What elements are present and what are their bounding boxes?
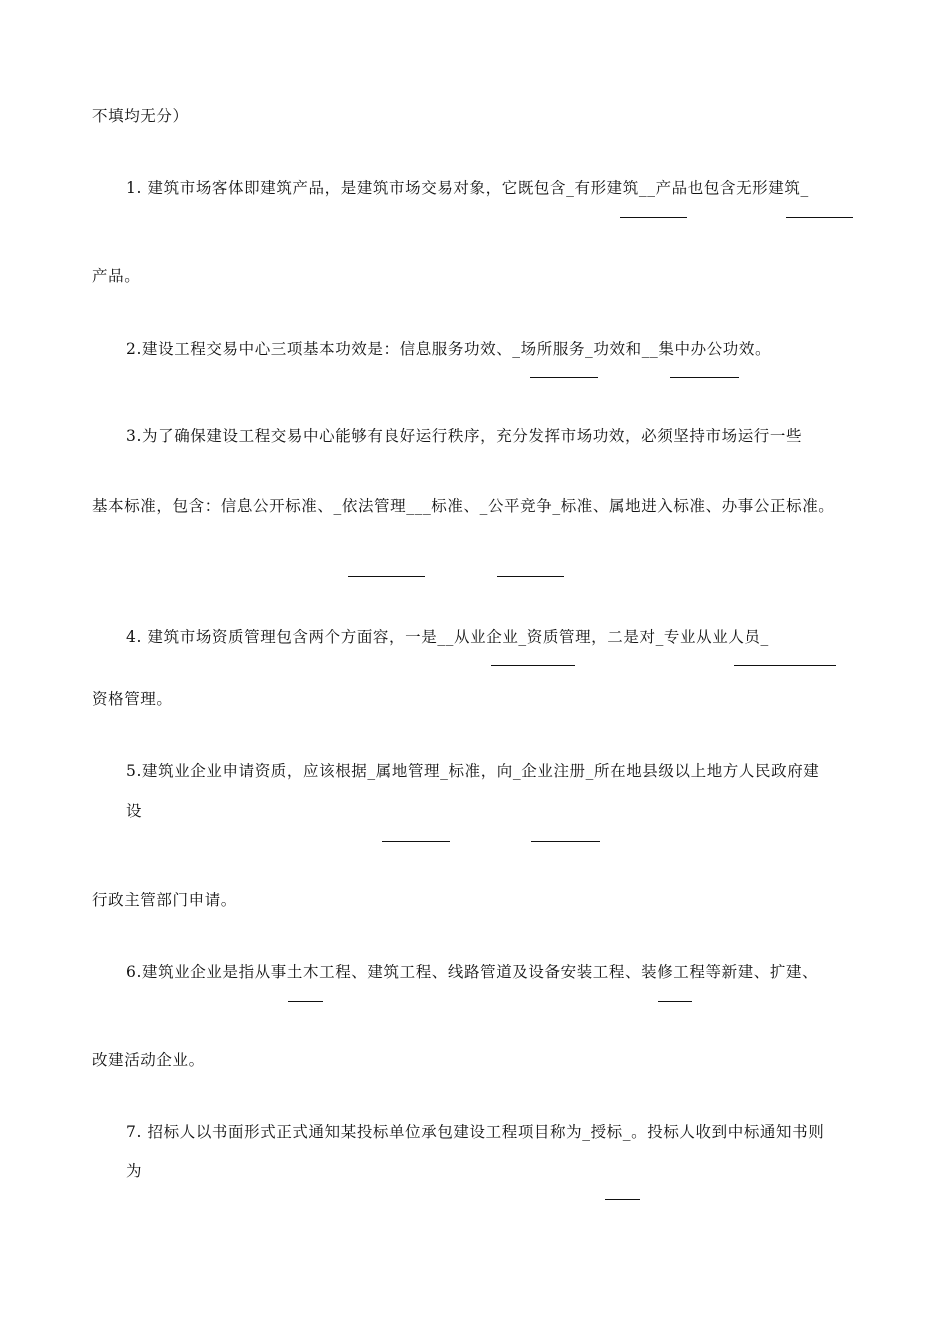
answer-blank [288, 1001, 323, 1002]
question-3-line-2: 基本标准，包含：信息公开标准、_依法管理___标准、_公平竞争_标准、属地进入标准、办事公正标准。 [92, 497, 835, 515]
question-3-line-1: 3.为了确保建设工程交易中心能够有良好运行秩序，充分发挥市场功效，必须坚持市场运行一些 [126, 427, 803, 445]
answer-blank [530, 377, 598, 378]
question-7-line-1: 7. 招标人以书面形式正式通知某投标单位承包建设工程项目称为_授标_。投标人收到中标通知书则 [126, 1123, 825, 1141]
answer-blank [734, 665, 836, 666]
answer-blank [658, 1001, 692, 1002]
answer-blank [620, 217, 687, 218]
answer-blank [497, 576, 564, 577]
answer-blank [531, 841, 600, 842]
answer-blank [348, 576, 425, 577]
answer-blank [786, 217, 853, 218]
question-1-line-1: 1. 建筑市场客体即建筑产品，是建筑市场交易对象，它既包含_有形建筑__产品也包含无形建筑_ [126, 179, 809, 197]
answer-blank [670, 377, 739, 378]
question-4-line-1: 4. 建筑市场资质管理包含两个方面容，一是__从业企业_资质管理，二是对_专业从业人员_ [126, 628, 769, 646]
question-7-line-2: 为 [126, 1162, 143, 1180]
question-2-line-1: 2.建设工程交易中心三项基本功效是：信息服务功效、_场所服务_功效和__集中办公功效。 [126, 340, 772, 358]
answer-blank [382, 841, 450, 842]
question-1-line-2: 产品。 [92, 267, 141, 285]
question-5-line-2: 设 [126, 802, 143, 820]
question-5-line-1: 5.建筑业企业申请资质，应该根据_属地管理_标准，向_企业注册_所在地县级以上地方人民政府建 [126, 762, 820, 780]
question-6-line-1: 6.建筑业企业是指从事土木工程、建筑工程、线路管道及设备安装工程、装修工程等新建、扩建、 [126, 963, 819, 981]
text-line-intro: 不填均无分） [92, 107, 189, 125]
question-6-line-2: 改建活动企业。 [92, 1051, 205, 1069]
answer-blank [491, 665, 575, 666]
question-4-line-2: 资格管理。 [92, 690, 173, 708]
question-5-line-3: 行政主管部门申请。 [92, 891, 237, 909]
answer-blank [605, 1199, 640, 1200]
